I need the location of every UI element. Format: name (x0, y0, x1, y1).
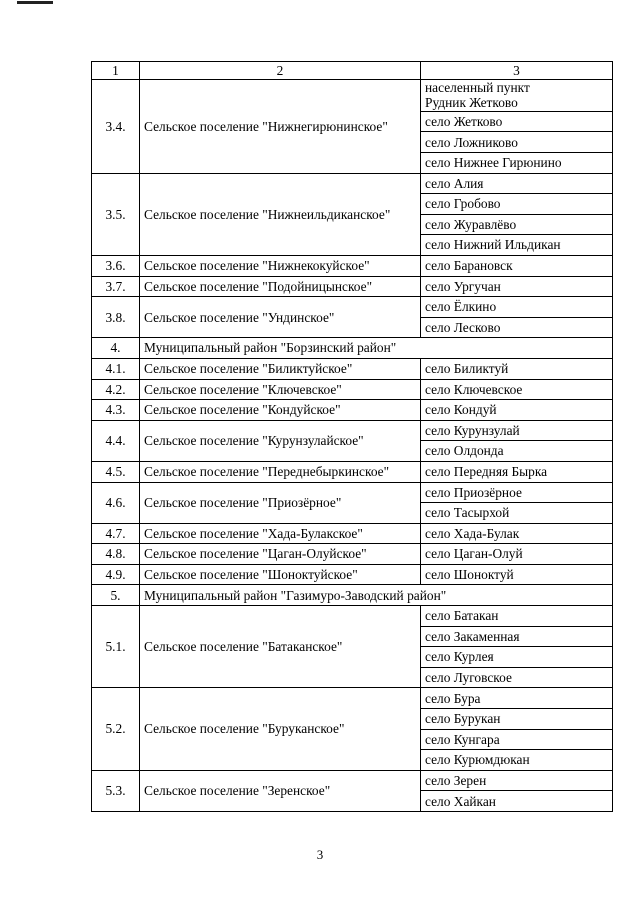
row-number: 4.2. (92, 379, 140, 400)
settlement-name: село Приозёрное (421, 482, 613, 503)
table-row (92, 276, 613, 297)
settlement-name: село Гробово (421, 194, 613, 215)
settlement-name: село Тасырхой (421, 503, 613, 524)
settlement-name: село Ёлкино (421, 297, 613, 318)
row-number: 3.5. (92, 173, 140, 255)
table-row (92, 358, 613, 379)
settlement-name: село Курунзулай (421, 420, 613, 441)
settlement-name: село Зерен (421, 770, 613, 791)
municipality-name: Сельское поселение "Биликтуйское" (140, 358, 421, 379)
settlement-name: село Ключевское (421, 379, 613, 400)
settlement-name: село Цаган-Олуй (421, 544, 613, 565)
settlement-name: село Олдонда (421, 441, 613, 462)
municipality-name: Сельское поселение "Курунзулайское" (140, 420, 421, 461)
settlement-name: село Ложниково (421, 132, 613, 153)
table-row (92, 297, 613, 318)
row-number: 4.7. (92, 523, 140, 544)
settlement-name: село Нижнее Гирюнино (421, 153, 613, 174)
table-row (92, 688, 613, 709)
settlement-name: село Батакан (421, 606, 613, 627)
page-number: 3 (316, 847, 324, 862)
row-number: 4.8. (92, 544, 140, 565)
row-number: 5.3. (92, 770, 140, 811)
row-number: 5. (92, 585, 140, 606)
header-col-1: 1 (92, 62, 140, 80)
header-col-3: 3 (421, 62, 613, 80)
settlement-name: село Биликтуй (421, 358, 613, 379)
municipality-name: Сельское поселение "Ундинское" (140, 297, 421, 338)
table-row (92, 379, 613, 400)
settlement-name: село Ургучан (421, 276, 613, 297)
municipality-name: Сельское поселение "Цаган-Олуйское" (140, 544, 421, 565)
row-number: 4.5. (92, 461, 140, 482)
row-number: 3.7. (92, 276, 140, 297)
municipality-name: Сельское поселение "Нижнекокуйское" (140, 255, 421, 276)
row-number: 5.2. (92, 688, 140, 770)
settlements-table (91, 61, 613, 812)
municipality-name: Сельское поселение "Шоноктуйское" (140, 564, 421, 585)
municipality-name: Сельское поселение "Кондуйское" (140, 400, 421, 421)
settlement-name: село Журавлёво (421, 214, 613, 235)
table-row (92, 461, 613, 482)
municipality-name: Сельское поселение "Зеренское" (140, 770, 421, 811)
district-row (92, 585, 613, 606)
settlement-name: село Шоноктуй (421, 564, 613, 585)
district-name: Муниципальный район "Борзинский район" (140, 338, 613, 359)
row-number: 4.6. (92, 482, 140, 523)
municipality-name: Сельское поселение "Переднебыркинское" (140, 461, 421, 482)
municipality-name: Сельское поселение "Батаканское" (140, 606, 421, 688)
settlement-name: село Передняя Бырка (421, 461, 613, 482)
settlement-name: село Лесково (421, 317, 613, 338)
settlement-name: село Курлея (421, 647, 613, 668)
table-row (92, 564, 613, 585)
table-row (92, 523, 613, 544)
municipality-name: Сельское поселение "Приозёрное" (140, 482, 421, 523)
row-number: 4. (92, 338, 140, 359)
row-number: 4.3. (92, 400, 140, 421)
municipality-name: Сельское поселение "Хада-Булакское" (140, 523, 421, 544)
row-number: 3.6. (92, 255, 140, 276)
row-number: 3.8. (92, 297, 140, 338)
row-number: 4.9. (92, 564, 140, 585)
table-row (92, 482, 613, 503)
table-row (92, 173, 613, 194)
municipality-name: Сельское поселение "Нижнегирюнинское" (140, 80, 421, 174)
settlement-name: село Кунгара (421, 729, 613, 750)
settlement-name: село Курюмдюкан (421, 750, 613, 771)
row-number: 3.4. (92, 80, 140, 174)
settlement-name: село Кондуй (421, 400, 613, 421)
municipality-name: Сельское поселение "Подойницынское" (140, 276, 421, 297)
district-name: Муниципальный район "Газимуро-Заводский район" (140, 585, 613, 606)
table-row (92, 544, 613, 565)
settlement-name: село Жетково (421, 111, 613, 132)
corner-mark (17, 1, 53, 4)
settlement-name: село Бурукан (421, 709, 613, 730)
settlement-name: село Хайкан (421, 791, 613, 812)
row-number: 5.1. (92, 606, 140, 688)
table-row (92, 255, 613, 276)
municipality-name: Сельское поселение "Буруканское" (140, 688, 421, 770)
table-row (92, 420, 613, 441)
settlement-name: село Алия (421, 173, 613, 194)
municipality-name: Сельское поселение "Ключевское" (140, 379, 421, 400)
header-col-2: 2 (140, 62, 421, 80)
table-row (92, 606, 613, 627)
header-row (92, 62, 613, 80)
table-row (92, 400, 613, 421)
row-number: 4.4. (92, 420, 140, 461)
settlement-name: село Закаменная (421, 626, 613, 647)
district-row (92, 338, 613, 359)
table-row (92, 770, 613, 791)
settlement-name: село Луговское (421, 667, 613, 688)
settlement-name: село Хада-Булак (421, 523, 613, 544)
municipality-name: Сельское поселение "Нижнеильдиканское" (140, 173, 421, 255)
settlement-name: село Барановск (421, 255, 613, 276)
table-row (92, 80, 613, 112)
settlement-name: населенный пункт Рудник Жетково (421, 80, 613, 112)
settlement-name: село Нижний Ильдикан (421, 235, 613, 256)
row-number: 4.1. (92, 358, 140, 379)
settlement-name: село Бура (421, 688, 613, 709)
